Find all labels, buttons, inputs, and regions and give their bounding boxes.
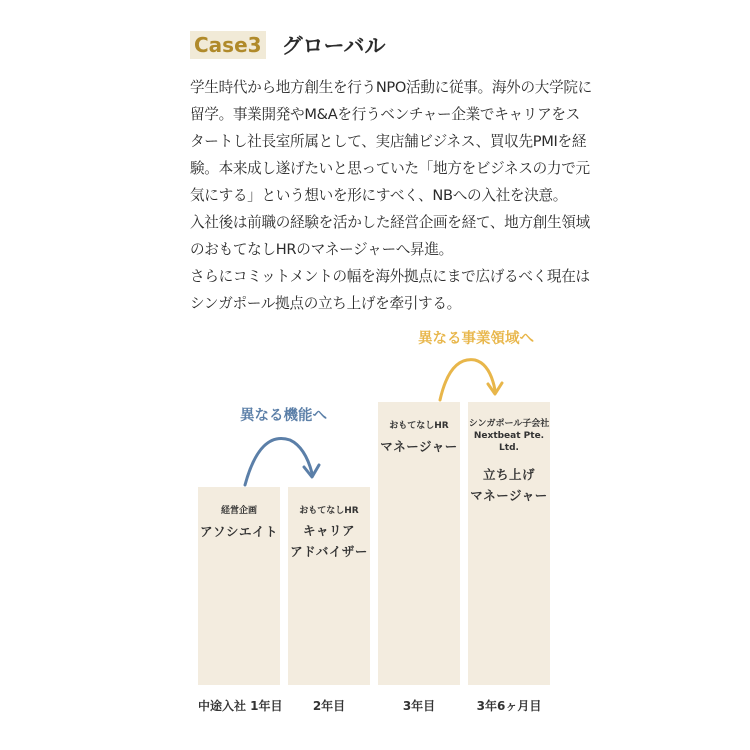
- arrow-label-business-change: 異なる事業領域へ: [418, 331, 534, 347]
- step-role-line: マネージャー: [470, 488, 548, 503]
- step-bar-3: [378, 402, 460, 685]
- step-role-wrap: [468, 464, 550, 506]
- step-role-line: キャリア: [302, 523, 355, 538]
- description-line: のおもてなしHRのマネージャーへ昇進。: [190, 241, 453, 258]
- description-line: 験。本来成し遂げたいと思っていた「地方をビジネスの力で元: [190, 160, 590, 177]
- arrow-1-path: [245, 438, 312, 485]
- step-company-line: Nextbeat Pte. Ltd.: [473, 431, 545, 453]
- step-label-3: 3年目: [402, 699, 436, 713]
- description-line: 学生時代から地方創生を行うNPO活動に従事。海外の大学院に: [190, 79, 592, 96]
- description-line: シンガポール拠点の立ち上げを牽引する。: [190, 295, 461, 312]
- case-header: [190, 30, 386, 60]
- step-role-line: 立ち上げ: [482, 467, 535, 482]
- curved-arrow-blue-icon: [200, 425, 340, 495]
- step-role-line: アドバイザー: [290, 544, 368, 559]
- step-role-wrap: [288, 520, 370, 562]
- case-number-badge: Case3: [190, 31, 266, 59]
- step-company: おもてなしHR: [389, 421, 449, 431]
- step-bar-1: [198, 487, 280, 685]
- description-line: タートし社長室所属として、実店舗ビジネス、買収先PMIを経: [190, 133, 587, 150]
- curved-arrow-yellow-icon: [410, 348, 530, 408]
- step-role: マネージャー: [380, 439, 458, 454]
- step-bar-2: [288, 487, 370, 685]
- description-line: 気にする」という想いを形にすべく、NBへの入社を決意。: [190, 187, 568, 204]
- description-line: 留学。事業開発やM&Aを行うベンチャー企業でキャリアをス: [190, 106, 580, 123]
- description-line: さらにコミットメントの幅を海外拠点にまで広げるべく現在は: [190, 268, 590, 285]
- case-title: グローバル: [281, 34, 386, 58]
- career-description: [190, 74, 592, 317]
- step-label-2: 2年目: [312, 699, 346, 713]
- arrow-2-path: [440, 360, 495, 400]
- step-role: アソシエイト: [199, 524, 278, 539]
- step-company-wrap: [468, 418, 550, 454]
- step-label-4: 3年6ヶ月目: [476, 699, 542, 713]
- description-line: 入社後は前職の経験を活かした経営企画を経て、地方創生領域: [190, 214, 590, 231]
- step-company: 経営企画: [220, 506, 257, 516]
- step-company-line: シンガポール子会社: [468, 419, 550, 429]
- step-company: おもてなしHR: [299, 506, 359, 516]
- arrow-label-function-change: 異なる機能へ: [240, 408, 327, 424]
- step-label-1: 中途入社 1年目: [198, 699, 283, 713]
- step-bar-4: [468, 402, 550, 685]
